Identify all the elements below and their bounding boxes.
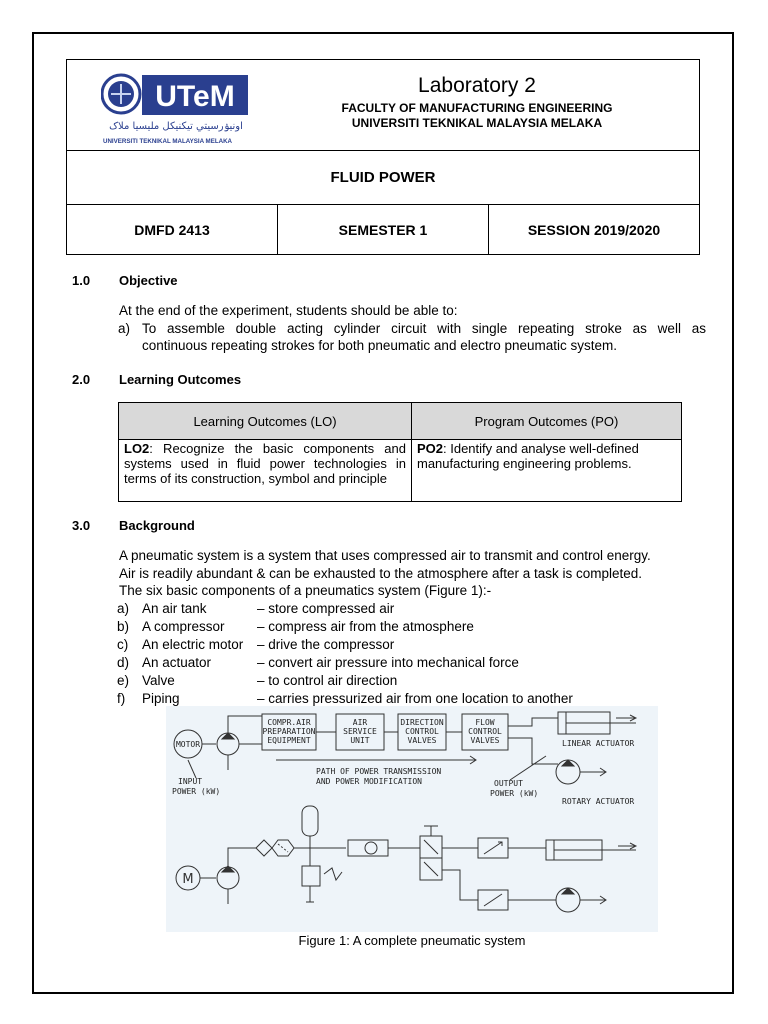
logo-name: UTeM bbox=[155, 80, 235, 113]
lo-cell bbox=[119, 440, 412, 502]
list-item: b) A compressor – compress air from the atmosphere bbox=[117, 619, 474, 634]
utem-logo bbox=[101, 70, 249, 148]
svg-text:POWER (kW): POWER (kW) bbox=[490, 789, 539, 798]
svg-text:VALVES: VALVES bbox=[407, 736, 437, 745]
university-name: UNIVERSITI TEKNIKAL MALAYSIA MELAKA bbox=[351, 116, 603, 130]
figure-caption: Figure 1: A complete pneumatic system bbox=[298, 933, 526, 948]
motor-label: MOTOR bbox=[175, 740, 201, 749]
svg-text:AIR: AIR bbox=[352, 718, 368, 727]
svg-text:DIRECTION: DIRECTION bbox=[400, 718, 444, 727]
lo-text: : Recognize the basic components and systems used in fluid power technologies in terms of its construction, symbol and principle bbox=[124, 441, 406, 486]
list-item: c) An electric motor – drive the compressor bbox=[117, 637, 395, 652]
background-line2: Air is readily abundant & can be exhausted to the atmosphere after a task is completed. bbox=[119, 566, 643, 581]
svg-text:UNIT: UNIT bbox=[350, 736, 370, 745]
outcomes-table bbox=[118, 402, 682, 502]
svg-text:OUTPUT: OUTPUT bbox=[494, 779, 523, 788]
pneumatic-system-figure bbox=[166, 706, 658, 932]
lo-code: LO2 bbox=[124, 441, 150, 456]
header-title-row bbox=[67, 60, 699, 151]
header-program-outcomes: Program Outcomes (PO) bbox=[412, 403, 682, 440]
background-line3: The six basic components of a pneumatics system (Figure 1):- bbox=[119, 583, 492, 598]
po-text: : Identify and analyse well-defined manufacturing engineering problems. bbox=[417, 441, 639, 471]
session: SESSION 2019/2020 bbox=[527, 221, 661, 238]
document-header bbox=[66, 59, 700, 255]
header-learning-outcomes: Learning Outcomes (LO) bbox=[119, 403, 412, 440]
svg-text:COMPR.AIR: COMPR.AIR bbox=[267, 718, 311, 727]
air-tank-symbol bbox=[302, 806, 318, 836]
svg-text:PREPARATION: PREPARATION bbox=[262, 727, 316, 736]
section-number-objective: 1.0 bbox=[72, 273, 91, 288]
list-item: e) Valve – to control air direction bbox=[117, 673, 398, 688]
objective-intro: At the end of the experiment, students should be able to: bbox=[119, 303, 458, 318]
svg-text:VALVES: VALVES bbox=[470, 736, 500, 745]
logo-university-small: UNIVERSITI TEKNIKAL MALAYSIA MELAKA bbox=[103, 138, 233, 145]
svg-text:LINEAR ACTUATOR: LINEAR ACTUATOR bbox=[562, 739, 635, 748]
section-number-background: 3.0 bbox=[72, 518, 91, 533]
svg-text:ROTARY ACTUATOR: ROTARY ACTUATOR bbox=[562, 797, 635, 806]
svg-text:EQUIPMENT: EQUIPMENT bbox=[267, 736, 311, 745]
objective-item-line1: To assemble double acting cylinder circuit with single repeating stroke as well as bbox=[142, 321, 706, 336]
svg-text:PATH OF POWER TRANSMISSION: PATH OF POWER TRANSMISSION bbox=[316, 767, 442, 776]
svg-text:POWER (kW): POWER (kW) bbox=[172, 787, 221, 796]
outcomes-table-header bbox=[119, 403, 682, 440]
list-item: f) Piping – carries pressurized air from one location to another bbox=[117, 691, 573, 706]
section-title-background: Background bbox=[119, 518, 195, 533]
lab-title: Laboratory 2 bbox=[418, 74, 536, 97]
logo-jawi: اونيۏرسيتي تيکنيکل مليسيا ملاک bbox=[109, 121, 243, 132]
pneumatic-diagram bbox=[166, 706, 658, 932]
outcomes-table-row bbox=[119, 440, 682, 502]
list-item: d) An actuator – convert air pressure into mechanical force bbox=[117, 655, 519, 670]
svg-text:M: M bbox=[182, 872, 194, 887]
course-code: DMFD 2413 bbox=[67, 205, 278, 254]
section-title-objective: Objective bbox=[119, 273, 178, 288]
svg-text:FLOW: FLOW bbox=[475, 718, 495, 727]
components-list bbox=[117, 600, 573, 708]
po-cell bbox=[412, 440, 682, 502]
svg-text:CONTROL: CONTROL bbox=[468, 727, 502, 736]
semester: SEMESTER 1 bbox=[278, 205, 489, 254]
course-title: FLUID POWER bbox=[67, 150, 699, 205]
svg-text:AND POWER MODIFICATION: AND POWER MODIFICATION bbox=[316, 777, 422, 786]
background-line1: A pneumatic system is a system that uses compressed air to transmit and control energy. bbox=[119, 548, 651, 563]
course-info-row bbox=[67, 205, 699, 254]
objective-item-letter: a) bbox=[118, 321, 131, 336]
list-item: a) An air tank – store compressed air bbox=[117, 601, 395, 616]
svg-text:SERVICE: SERVICE bbox=[343, 727, 377, 736]
objective-item-line2: continuous repeating strokes for both pneumatic and electro pneumatic system. bbox=[142, 338, 618, 353]
svg-text:CONTROL: CONTROL bbox=[405, 727, 439, 736]
section-title-outcomes: Learning Outcomes bbox=[119, 372, 242, 387]
svg-text:INPUT: INPUT bbox=[178, 777, 203, 786]
section-number-outcomes: 2.0 bbox=[72, 372, 91, 387]
faculty-name: FACULTY OF MANUFACTURING ENGINEERING bbox=[341, 101, 613, 115]
po-code: PO2 bbox=[417, 441, 444, 456]
